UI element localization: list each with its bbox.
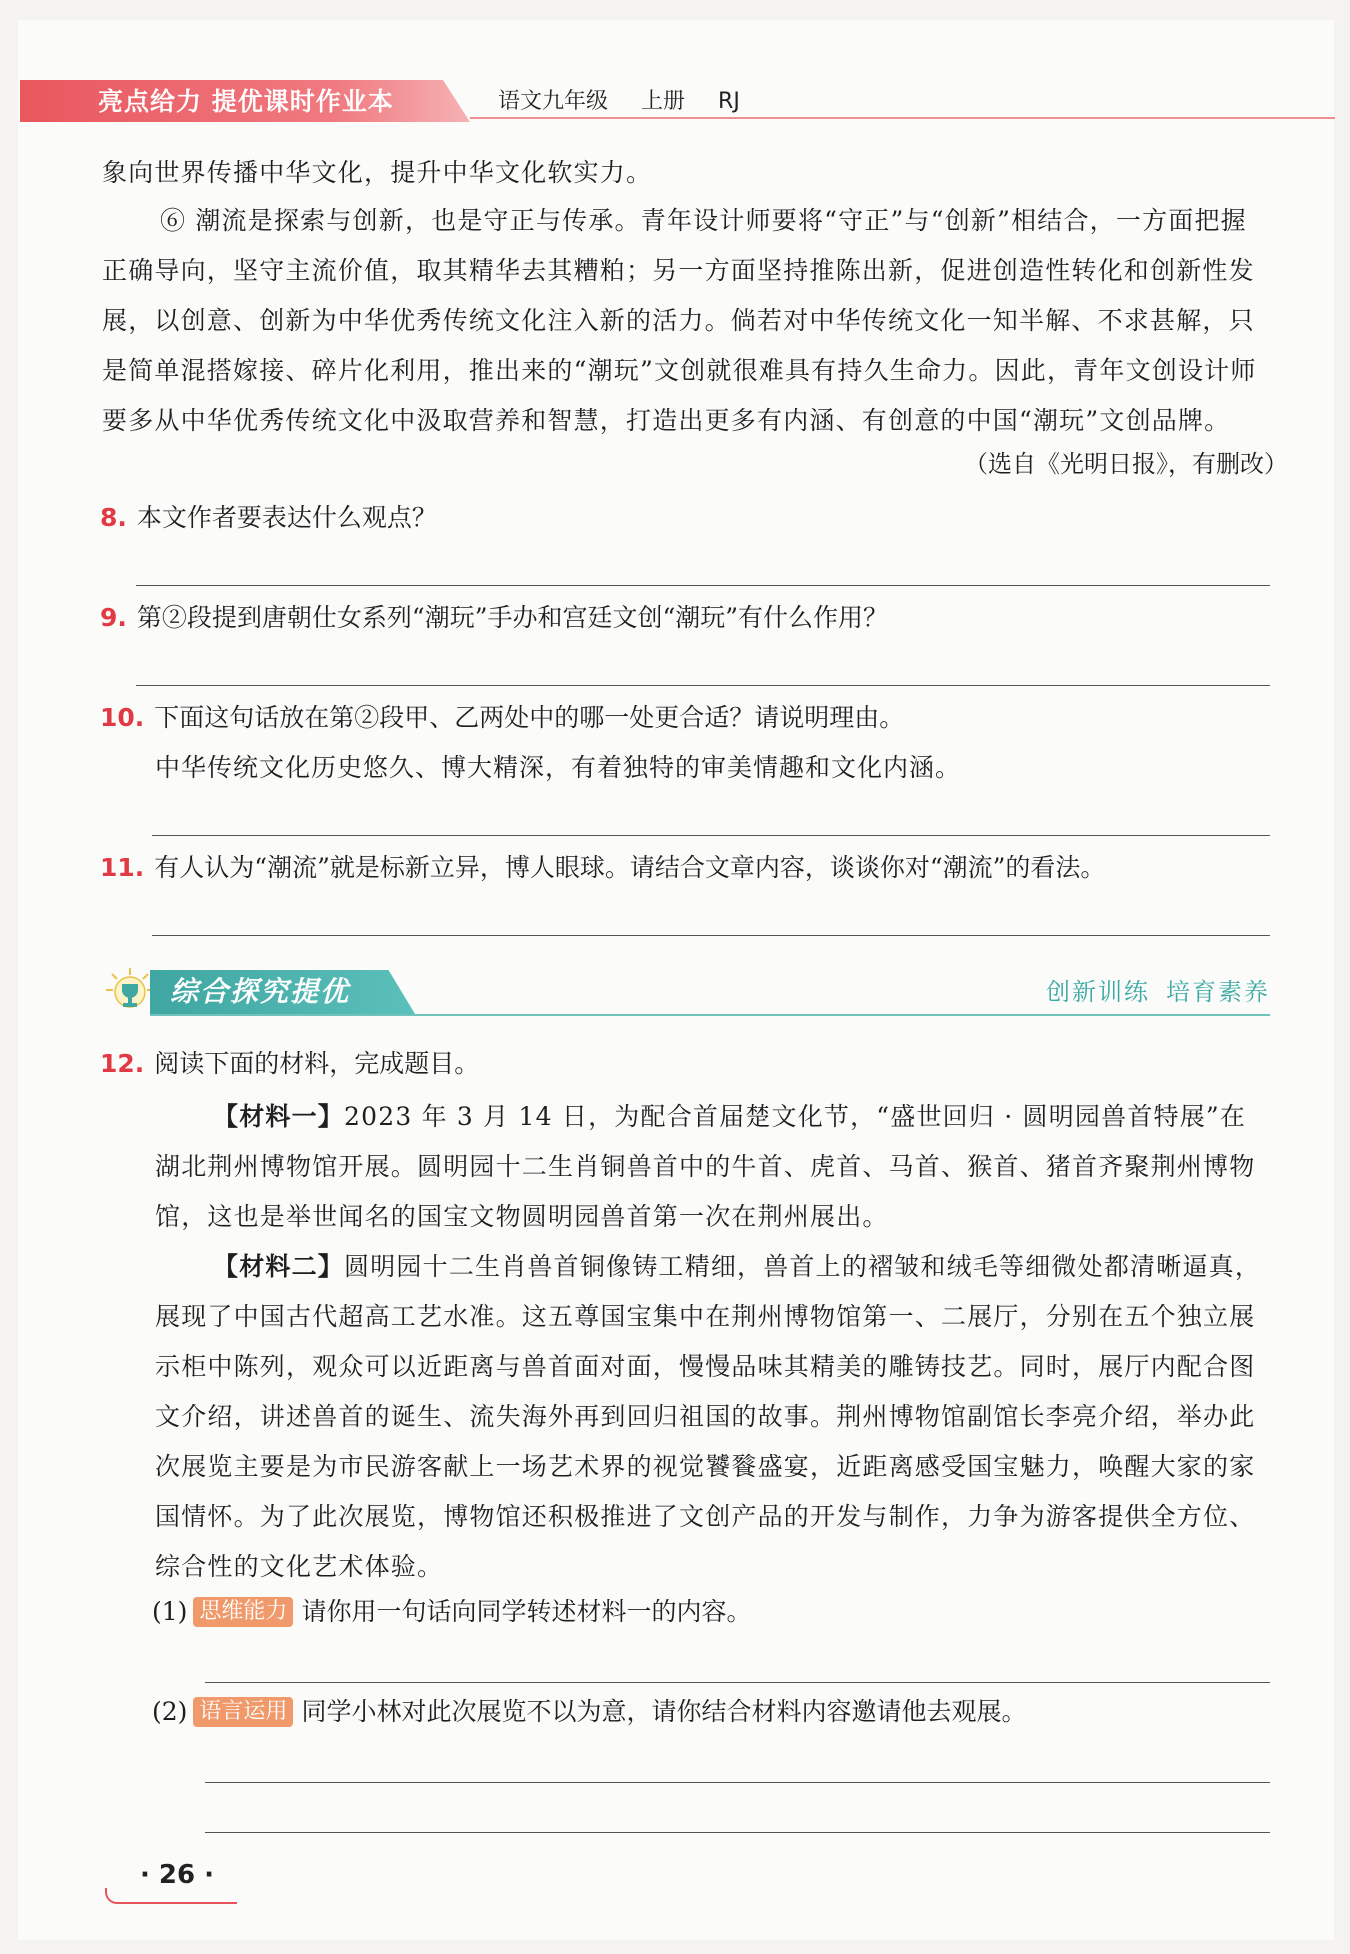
question-number: 8. [100, 503, 127, 532]
answer-line[interactable] [136, 685, 1270, 686]
answer-line[interactable] [205, 1682, 1270, 1683]
question-10 [100, 698, 904, 738]
question-text: 阅读下面的材料，完成题目。 [154, 1049, 480, 1078]
page-number-decoration [105, 1888, 237, 1904]
header-meta [498, 84, 766, 120]
question-number: 9. [100, 603, 127, 632]
question-11 [100, 848, 1105, 888]
sub-question-text: 同学小林对此次展览不以为意，请你结合材料内容邀请他去观展。 [301, 1697, 1027, 1726]
skill-tag: 思维能力 [193, 1597, 293, 1627]
question-number: 12. [100, 1049, 145, 1078]
header-brand: 亮点给力 提优课时作业本 [98, 87, 394, 116]
question-number: 11. [100, 853, 145, 882]
header-volume: 上册 [641, 89, 686, 114]
header-rule [470, 117, 1335, 119]
header-subject: 语文九年级 [498, 89, 609, 114]
question-text: 下面这句话放在第②段甲、乙两处中的哪一处更合适？请说明理由。 [154, 703, 905, 732]
passage-source: （选自《光明日报》，有删改） [964, 450, 1288, 478]
header-edition: RJ [718, 89, 740, 114]
material-1-text: 2023 年 3 月 14 日，为配合首届楚文化节，“盛世回归 · 圆明园兽首特展”在湖北荆州博物馆开展。圆明园十二生肖铜兽首中的牛首、虎首、马首、猴首、猪首齐聚荆州博物馆，这也是举世闻名的国宝文物圆明园兽首第一次在荆州展出。 [155, 1102, 1256, 1231]
sub-question-number: (2) [152, 1697, 188, 1726]
trophy-icon [104, 966, 156, 1018]
question-text: 本文作者要表达什么观点？ [136, 503, 437, 532]
material-2-label: 【材料二】 [213, 1252, 345, 1281]
material-1-label: 【材料一】 [213, 1102, 345, 1131]
passage-paragraph-6: ⑥ 潮流是探索与创新，也是守正与传承。青年设计师要将“守正”与“创新”相结合，一方面把握正确导向，坚守主流价值，取其精华去其糟粕；另一方面坚持推陈出新，促进创造性转化和创新性发展，以创意、创新为中华优秀传统文化注入新的活力。倘若对中华传统文化一知半解、不求甚解，只是简单混搭嫁接、碎片化利用，推出来的“潮玩”文创就很难具有持久生命力。因此，青年文创设计师要多从中华优秀传统文化中汲取营养和智慧，打造出更多有内涵、有创意的中国“潮玩”文创品牌。 [102, 206, 1257, 435]
question-9 [100, 598, 888, 638]
answer-line[interactable] [152, 835, 1270, 836]
section-subtitle-1: 创新训练 [1046, 978, 1150, 1006]
answer-line[interactable] [152, 935, 1270, 936]
sub-question-text: 请你用一句话向同学转述材料一的内容。 [301, 1597, 752, 1626]
answer-line[interactable] [205, 1832, 1270, 1833]
sub-question-2 [152, 1692, 1026, 1732]
question-12 [100, 1044, 479, 1084]
question-text: 第②段提到唐朝仕女系列“潮玩”手办和宫廷文创“潮玩”有什么作用？ [136, 603, 889, 632]
question-text: 有人认为“潮流”就是标新立异，博人眼球。请结合文章内容，谈谈你对“潮流”的看法。 [154, 853, 1106, 882]
question-10-quote: 中华传统文化历史悠久、博大精深，有着独特的审美情趣和文化内涵。 [155, 753, 962, 782]
sub-question-1 [152, 1592, 751, 1632]
passage-line: 象向世界传播中华文化，提升中华文化软实力。 [102, 158, 653, 187]
section-subtitle-2: 培育素养 [1166, 978, 1270, 1006]
answer-line[interactable] [136, 585, 1270, 586]
answer-line[interactable] [205, 1782, 1270, 1783]
question-number: 10. [100, 703, 145, 732]
page-number: · 26 · [140, 1860, 215, 1890]
question-8 [100, 498, 437, 538]
material-2 [155, 1242, 1270, 1592]
material-1 [155, 1092, 1270, 1242]
skill-tag: 语言运用 [193, 1697, 293, 1727]
section-subtitle [1030, 972, 1270, 1012]
section-rule [150, 1014, 1270, 1016]
sub-question-number: (1) [152, 1597, 188, 1626]
section-title: 综合探究提优 [170, 975, 351, 1008]
material-2-text: 圆明园十二生肖兽首铜像铸工精细，兽首上的褶皱和绒毛等细微处都清晰逼真，展现了中国古代超高工艺水准。这五尊国宝集中在荆州博物馆第一、二展厅，分别在五个独立展示柜中陈列，观众可以近距离与兽首面对面，慢慢品味其精美的雕铸技艺。同时，展厅内配合图文介绍，讲述兽首的诞生、流失海外再到回归祖国的故事。荆州博物馆副馆长李亮介绍，举办此次展览主要是为市民游客献上一场艺术界的视觉饕餮盛宴，近距离感受国宝魅力，唤醒大家的家国情怀。为了此次展览，博物馆还积极推进了文创产品的开发与制作，力争为游客提供全方位、综合性的文化艺术体验。 [155, 1252, 1262, 1581]
